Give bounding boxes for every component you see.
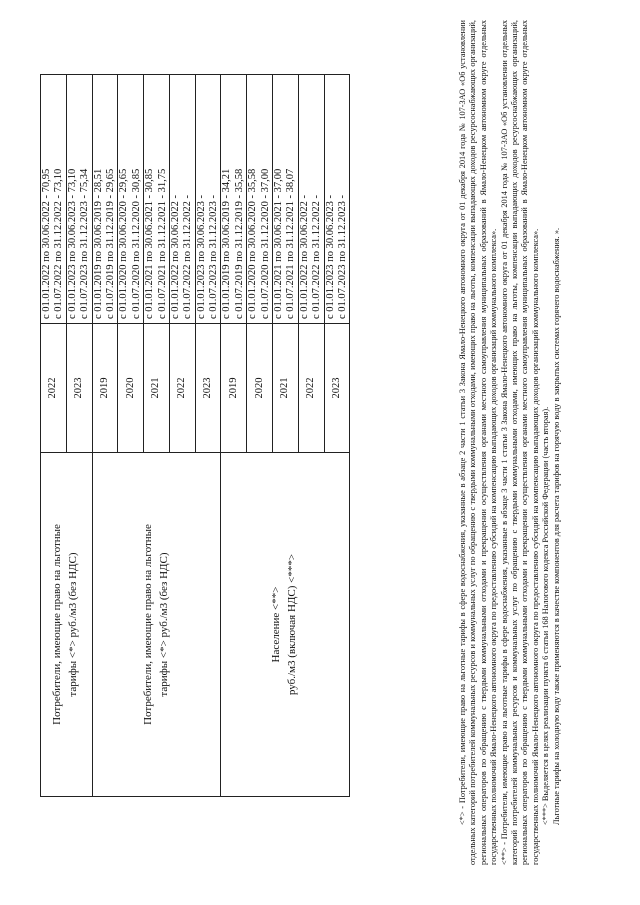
year-cell: 2021	[273, 324, 299, 453]
tariff-periods-cell	[273, 75, 299, 324]
table-row	[41, 75, 67, 797]
tariff-period: с 01.01.2023 по 30.06.2023 - 73,10	[66, 168, 78, 319]
tariff-period: с 01.01.2022 по 30.06.2022 -	[169, 194, 181, 319]
tariff-period: с 01.07.2023 по 31.12.2023 -	[208, 194, 220, 319]
tariff-period: с 01.07.2020 по 31.12.2020 - 30,85	[130, 168, 142, 319]
tariff-period: с 01.01.2022 по 30.06.2022 -	[298, 194, 310, 319]
tariff-period: с 01.01.2022 по 30.06.2022 - 70,95	[41, 168, 52, 319]
year-cell: 2022	[298, 324, 324, 453]
year-cell: 2020	[118, 324, 144, 453]
year-cell: 2023	[66, 324, 92, 453]
year-cell: 2019	[92, 324, 118, 453]
consumer-group-label: Потребители, имеющие право на льготные	[51, 524, 64, 725]
tariff-period: с 01.07.2023 по 31.12.2023 -	[336, 194, 348, 319]
tariff-period: с 01.07.2022 по 31.12.2022 -	[182, 194, 194, 319]
year-cell: 2019	[221, 324, 247, 453]
tariff-period: с 01.01.2019 по 30.06.2019 - 34,21	[221, 168, 233, 319]
tariff-period: с 01.01.2021 по 30.06.2021 - 30,85	[144, 168, 156, 319]
tariff-periods-cell	[41, 75, 67, 324]
consumer-group-cell	[221, 453, 350, 797]
footnote-2: <**> - Потребители, имеющие право на льготные тарифы в сфере водоснабжения, указанные в абзаце 3 части 1 статьи 3 Закона Ямало-Ненецкого автономного округа от 01 декабря 2014 года № 107-ЗАО «Об установлении отдельных категорий потребителей коммунальных ресурсов и коммунальных услуг по обращению с твердыми коммунальными отходами, имеющих право на льготы, компенсации выпадающих доходов ресурсоснабжающих организаций, региональных операторов по обращению с твердыми коммунальными отходами и прекращении осуществления органами местного самоуправления муниципальных образований в Ямало-Ненецком автономном округе отдельных государственных полномочий Ямало-Ненецкого автономного округа по предоставлению субсидий на компенсацию выпадающих доходов организаций коммунального комплекса».	[499, 20, 540, 865]
year-cell: 2020	[247, 324, 273, 453]
tariff-periods-cell	[247, 75, 273, 324]
year-cell: 2023	[195, 324, 221, 453]
tariff-period: с 01.07.2020 по 31.12.2020 - 37,00	[259, 168, 271, 319]
tariff-table	[40, 74, 350, 797]
tariff-period: с 01.07.2019 по 31.12.2019 - 29,65	[104, 168, 116, 319]
year-cell: 2023	[324, 324, 350, 453]
tariff-period: с 01.01.2023 по 30.06.2023 -	[195, 194, 207, 319]
tariff-period: с 01.07.2023 по 31.12.2023 - 75,34	[79, 168, 91, 319]
tariff-periods-cell	[144, 75, 170, 324]
consumer-group-label: тарифы <*> руб./м3 (без НДС)	[157, 552, 170, 697]
tariff-period: с 01.07.2021 по 31.12.2021 - 38,07	[285, 168, 297, 319]
consumer-group-label: руб./м3 (включая НДС) <***>	[286, 553, 299, 696]
tariff-periods-cell	[66, 75, 92, 324]
tariff-periods-cell	[118, 75, 144, 324]
tariff-period: с 01.07.2019 по 31.12.2019 - 35,58	[233, 168, 245, 319]
year-cell: 2022	[169, 324, 195, 453]
tariff-periods-cell	[169, 75, 195, 324]
year-cell: 2022	[41, 324, 67, 453]
tariff-periods-cell	[195, 75, 221, 324]
tariff-periods-cell	[92, 75, 118, 324]
footnotes	[458, 20, 562, 865]
consumer-group-label: Население <**>	[270, 586, 283, 663]
tariff-period: с 01.07.2021 по 31.12.2021 - 31,75	[156, 168, 168, 319]
consumer-group-label: тарифы <*> руб./м3 (без НДС)	[67, 552, 80, 697]
consumer-group-cell	[92, 453, 221, 797]
table-row	[92, 75, 118, 797]
tariff-period: с 01.01.2021 по 30.06.2021 - 37,00	[273, 168, 285, 319]
consumer-group-label: Потребители, имеющие право на льготные	[141, 524, 154, 725]
footnote-3: <***> Выделяется в целях реализации пункта 6 статьи 168 Налогового кодекса Российской Федерации (часть вторая).	[541, 406, 551, 825]
tariff-periods-cell	[298, 75, 324, 324]
tariff-periods-cell	[324, 75, 350, 324]
tariff-period: с 01.07.2022 по 31.12.2022 -	[311, 194, 323, 319]
tariff-periods-cell	[221, 75, 247, 324]
footnote-4: Льготные тарифы на холодную воду также применяются в качестве компонентов для расчета тарифов на горячую воду в закрытых системах горячего водоснабжения. ».	[551, 227, 561, 825]
tariff-period: с 01.01.2023 по 30.06.2023 -	[324, 194, 336, 319]
consumer-group-cell	[41, 453, 93, 797]
year-cell: 2021	[144, 324, 170, 453]
table-row	[221, 75, 247, 797]
tariff-period: с 01.01.2020 по 30.06.2020 - 35,58	[247, 168, 259, 319]
tariff-period: с 01.01.2019 по 30.06.2019 - 28,51	[92, 168, 104, 319]
tariff-period: с 01.07.2022 по 31.12.2022 - 73,10	[53, 168, 65, 319]
footnote-1: <*> - Потребители, имеющие право на льготные тарифы в сфере водоснабжения, указанные в абзаце 2 части 1 статьи 3 Закона Ямало-Ненецкого автономного округа от 01 декабря 2014 года № 107-ЗАО «Об установлении отдельных категорий потребителей коммунальных ресурсов и коммунальных услуг по обращению с твердыми коммунальными отходами, имеющих право на льготы, компенсации выпадающих доходов ресурсоснабжающих организаций, региональных операторов по обращению с твердыми коммунальными отходами и прекращении осуществления органами местного самоуправления муниципальных образований в Ямало-Ненецком автономном округе отдельных государственных полномочий Ямало-Ненецкого автономного округа по предоставлению субсидий на компенсацию выпадающих доходов организаций коммунального комплекса».	[458, 20, 499, 865]
tariff-period: с 01.01.2020 по 30.06.2020 - 29,65	[118, 168, 130, 319]
